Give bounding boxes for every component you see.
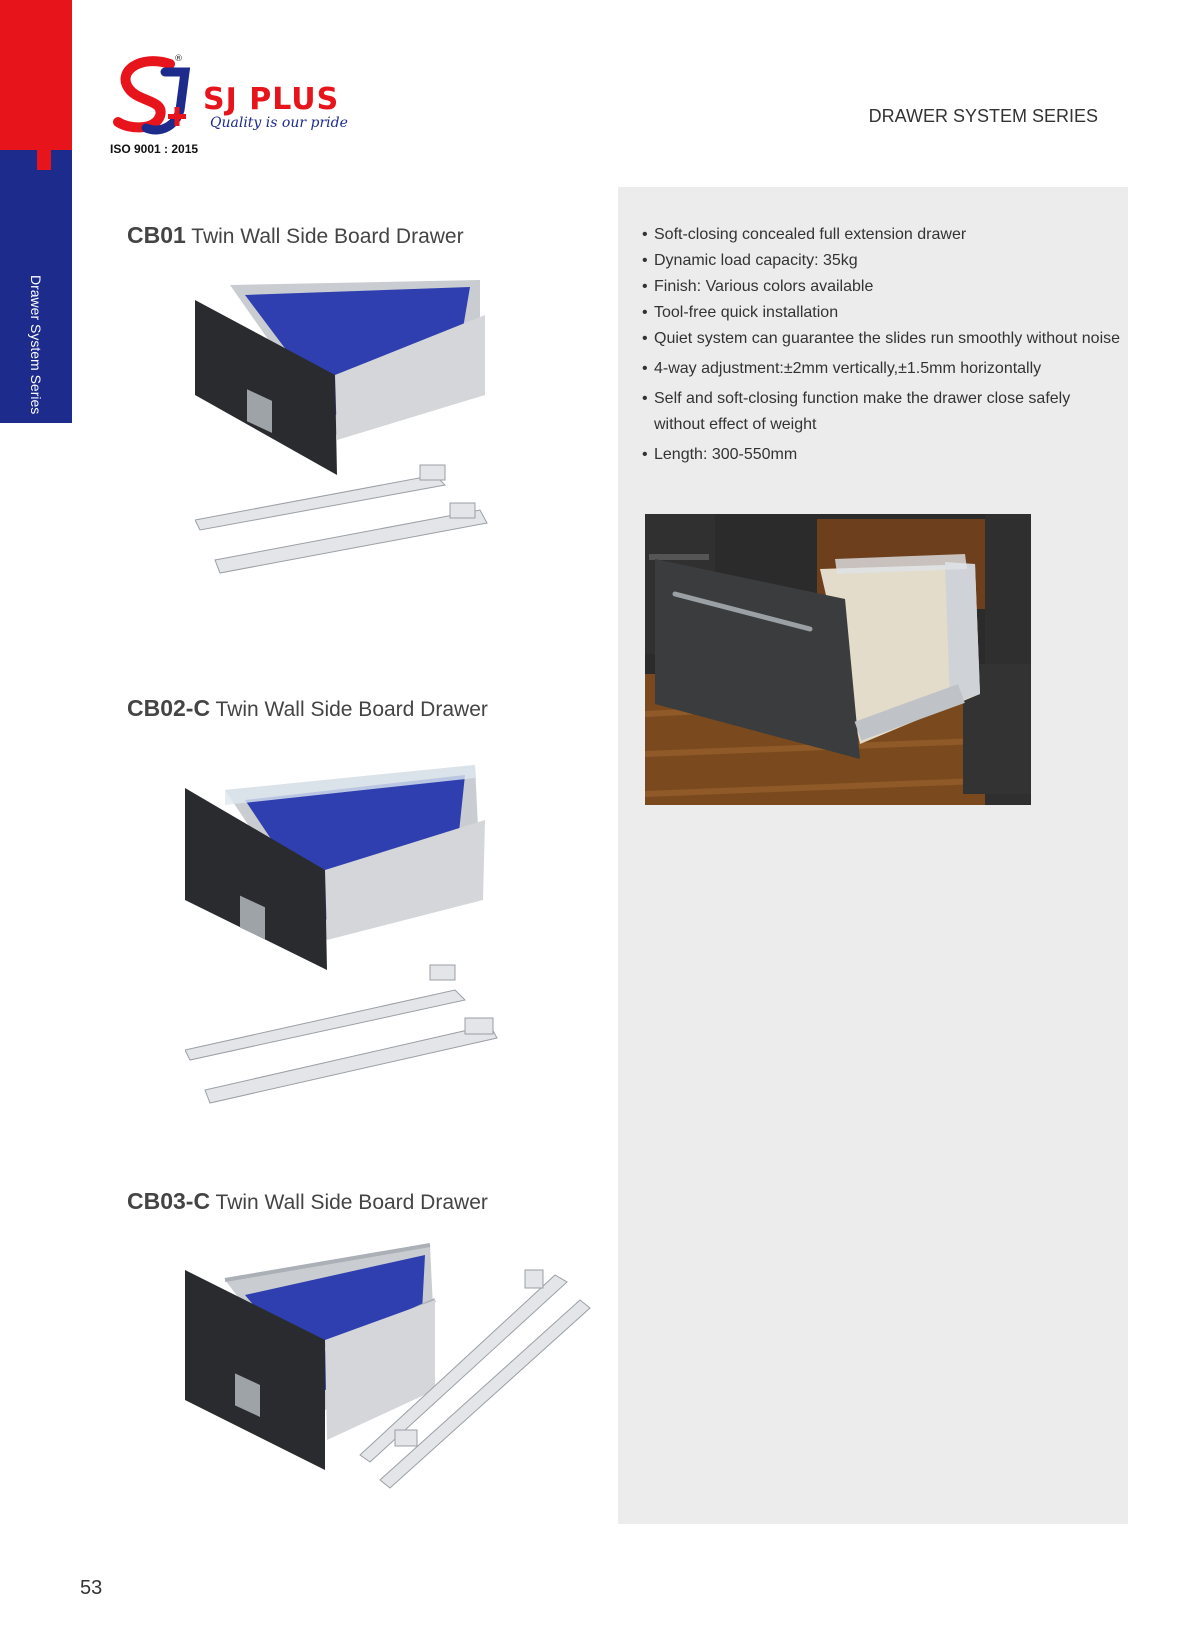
side-tab-notch [37,142,51,170]
series-title: DRAWER SYSTEM SERIES [868,106,1098,126]
iso-certification: ISO 9001 : 2015 [110,142,199,156]
product-code: CB01 [127,222,186,248]
cb01-drawer-image [195,275,505,600]
feature-item: • 4-way adjustment:±2mm vertically,±1.5mm horizontally [642,360,1042,377]
feature-list [642,222,1122,468]
page-number: 53 [80,1577,103,1599]
brand-name: SJ PLUS [203,82,340,117]
cb02c-drawer-image [185,760,515,1105]
feature-item: • Soft-closing concealed full extension drawer [642,226,967,243]
product-name: Twin Wall Side Board Drawer [215,698,488,721]
brand-tagline: Quality is our pride [210,115,348,131]
side-tab-red-block [0,0,72,163]
product-code: CB03-C [127,1188,211,1214]
product-code: CB02-C [127,695,211,721]
feature-item: • Finish: Various colors available [642,278,874,295]
product-title-cb03c [127,1188,488,1215]
feature-item: • Dynamic load capacity: 35kg [642,252,858,269]
feature-item: • Length: 300-550mm [642,446,798,463]
product-title-cb01 [127,222,464,249]
kitchen-drawer-photo [645,514,1031,805]
product-title-cb02c [127,695,488,722]
product-name: Twin Wall Side Board Drawer [215,1191,488,1214]
product-name: Twin Wall Side Board Drawer [191,225,464,248]
side-tab-label: Drawer System Series [28,275,44,415]
feature-item: • Self and soft-closing function make the drawer close safely without effect of weight [642,390,1071,433]
registered-mark: ® [174,54,183,64]
side-tab [0,0,72,423]
feature-item: • Quiet system can guarantee the slides run smoothly without noise [642,330,1121,347]
cb03c-drawer-image [185,1240,595,1490]
feature-item: • Tool-free quick installation [642,304,839,321]
